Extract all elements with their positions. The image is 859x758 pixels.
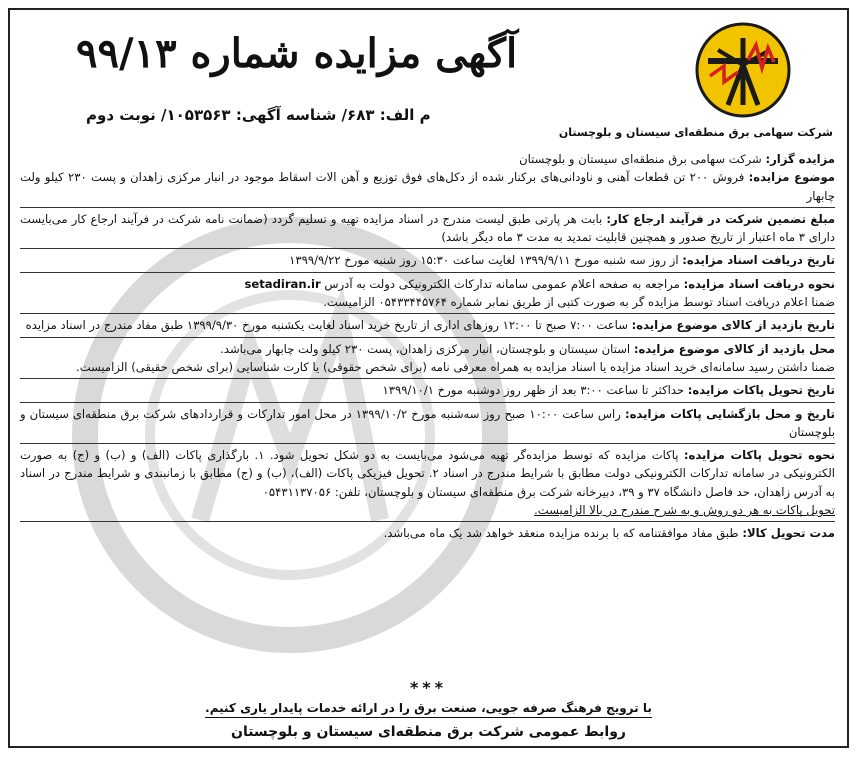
auctioneer-row (20, 150, 835, 168)
visit-place-note: ضمنا داشتن رسید سامانه‌ای خرید اسناد مزایده یا اسناد مزایده به همراه معرفی نامه (برای شخص حقوقی) یا کارت شناسایی (برای شخص حقیقی) الزامیست. (76, 359, 835, 374)
guarantee-text: بابت هر پارتی طبق لیست مندرج در اسناد مزایده تهیه و تسلیم گردد (ضمانت نامه شرکت در فرآیند ارجاع کار می‌بایست دارای ۳ ماه اعتبار از تاریخ صدور و همچنین قابلیت تمدید به مدت ۳ ماه دیگر باشد) (20, 211, 835, 245)
public-relations-signature: روابط عمومی شرکت برق منطقه‌ای سیستان و بلوچستان (231, 724, 626, 740)
divider (20, 378, 835, 379)
doc-method-label: نحوه دریافت اسناد مزایده: (683, 276, 835, 291)
delivery-method-note: تحویل پاکات به هر دو روش و به شرح مندرج در بالا الزامیست. (534, 503, 835, 518)
auctioneer-text: شرکت سهامی برق منطقه‌ای سیستان و بلوچستان (519, 152, 766, 166)
submit-date-label: تاریخ تحویل پاکات مزایده: (687, 383, 835, 398)
footer (20, 678, 837, 740)
visit-place-text: استان سیستان و بلوچستان، انبار مرکزی زاهدان، پست ۲۳۰ کیلو ولت چابهار می‌باشد. (220, 341, 634, 356)
company-name: شرکت سهامی برق منطقه‌ای سیستان و بلوچستان (558, 126, 833, 139)
slogan: با ترویج فرهنگ صرفه جویی، صنعت برق را در ارائه خدمات پایدار یاری کنیم. (205, 701, 652, 718)
notice-subtitle: م الف: ۶۸۳/ شناسه آگهی: ۱۰۵۳۵۶۳/ نوبت دوم (86, 106, 431, 124)
visit-place-row (20, 340, 835, 358)
open-date-label: تاریخ و محل بازگشایی پاکات مزایده: (624, 406, 835, 421)
divider (20, 313, 835, 314)
divider (20, 443, 835, 444)
auction-notice (8, 8, 849, 748)
notice-body (20, 150, 835, 543)
submit-date-text: حداکثر تا ساعت ۳:۰۰ بعد از ظهر روز دوشنبه مورخ ۱۳۹۹/۱۰/۱ (382, 383, 688, 398)
divider (20, 248, 835, 249)
visit-place-label: محل بازدید از کالای موضوع مزایده: (633, 341, 835, 356)
company-logo (558, 20, 833, 150)
doc-date-label: تاریخ دریافت اسناد مزایده: (682, 253, 835, 268)
doc-method-note: ضمنا اعلام دریافت اسناد توسط مزایده گر به صورت کتبی از طریق نمابر شماره ۰۵۴۳۳۴۴۵۷۶۴ الزامیست. (323, 295, 835, 310)
doc-date-row (20, 251, 835, 269)
delivery-method-label: نحوه تحویل پاکات مزایده: (683, 448, 835, 463)
divider (20, 207, 835, 208)
visit-date-label: تاریخ بازدید از کالای موضوع مزایده: (631, 318, 835, 333)
electricity-logo-icon (688, 20, 798, 120)
submit-date-row (20, 381, 835, 399)
delivery-method-text: پاکات مزایده که توسط مزایده‌گر تهیه می‌شود می‌بایست به دو شکل تحویل شود. ۱. بارگذاری پاکات (الف) و (ب) و (ج) به صورت الکترونیکی در سامانه تدارکات الکترونیکی دولت مطابق با شرایط مندرج در اسناد ۲. تحویل فیزیکی پاکات (الف)، (ب) و (ج) مطابق با زمانبندی و شرایط مندرج در اسناد به آدرس زاهدان، حد فاصل دانشگاه ۳۷ و ۳۹، دبیرخانه شرکت برق منطقه‌ای سیستان و بلوچستان، تلفن: ۰۵۴۳۱۱۳۷۰۵۶ (20, 448, 835, 499)
doc-method-row (20, 275, 835, 293)
divider (20, 272, 835, 273)
divider (20, 402, 835, 403)
delivery-method-row (20, 446, 835, 501)
subject-row (20, 168, 835, 205)
auctioneer-label: مزایده گزار: (765, 152, 835, 166)
divider (20, 521, 835, 522)
goods-delivery-text: طبق مفاد موافقتنامه که با برنده مزایده منعقد خواهد شد یک ماه می‌باشد. (383, 526, 743, 541)
doc-method-text: مراجعه به صفحه اعلام عمومی سامانه تدارکات الکترونیکی دولت به آدرس (324, 276, 684, 291)
notice-title: آگهی مزایده شماره ۹۹/۱۳ (76, 30, 518, 77)
goods-delivery-label: مدت تحویل کالا: (742, 526, 835, 541)
doc-date-text: از روز سه شنبه مورخ ۱۳۹۹/۹/۱۱ لغایت ساعت ۱۵:۳۰ روز شنبه مورخ ۱۳۹۹/۹/۲۲ (289, 253, 683, 268)
guarantee-row (20, 210, 835, 247)
divider (20, 337, 835, 338)
guarantee-label: مبلغ تضمین شرکت در فرآیند ارجاع کار: (606, 211, 835, 226)
header (16, 16, 841, 146)
goods-delivery-row (20, 524, 835, 542)
setadiran-link[interactable]: setadiran.ir (244, 276, 321, 291)
subject-label: موضوع مزایده: (748, 170, 835, 185)
visit-date-row (20, 316, 835, 334)
visit-date-text: ساعت ۷:۰۰ صبح تا ۱۲:۰۰ روزهای اداری از تاریخ خرید اسناد لغایت یکشنبه مورخ ۱۳۹۹/۹/۳۰ طبق مفاد مندرج در اسناد مزایده (25, 318, 632, 333)
subject-text: فروش ۲۰۰ تن قطعات آهنی و ناودانی‌های برکنار شده از دکل‌های فوق توزیع و آهن الات اسقاط موجود در انبار مرکزی زاهدان و پست ۲۳۰ کیلو ولت چابهار (20, 170, 835, 203)
open-date-row (20, 405, 835, 442)
open-date-text: راس ساعت ۱۰:۰۰ صبح روز سه‌شنبه مورخ ۱۳۹۹/۱۰/۲ در محل امور تدارکات و قراردادهای شرکت برق منطقه‌ای سیستان و بلوچستان (20, 406, 835, 439)
stars-divider: *** (409, 678, 448, 697)
